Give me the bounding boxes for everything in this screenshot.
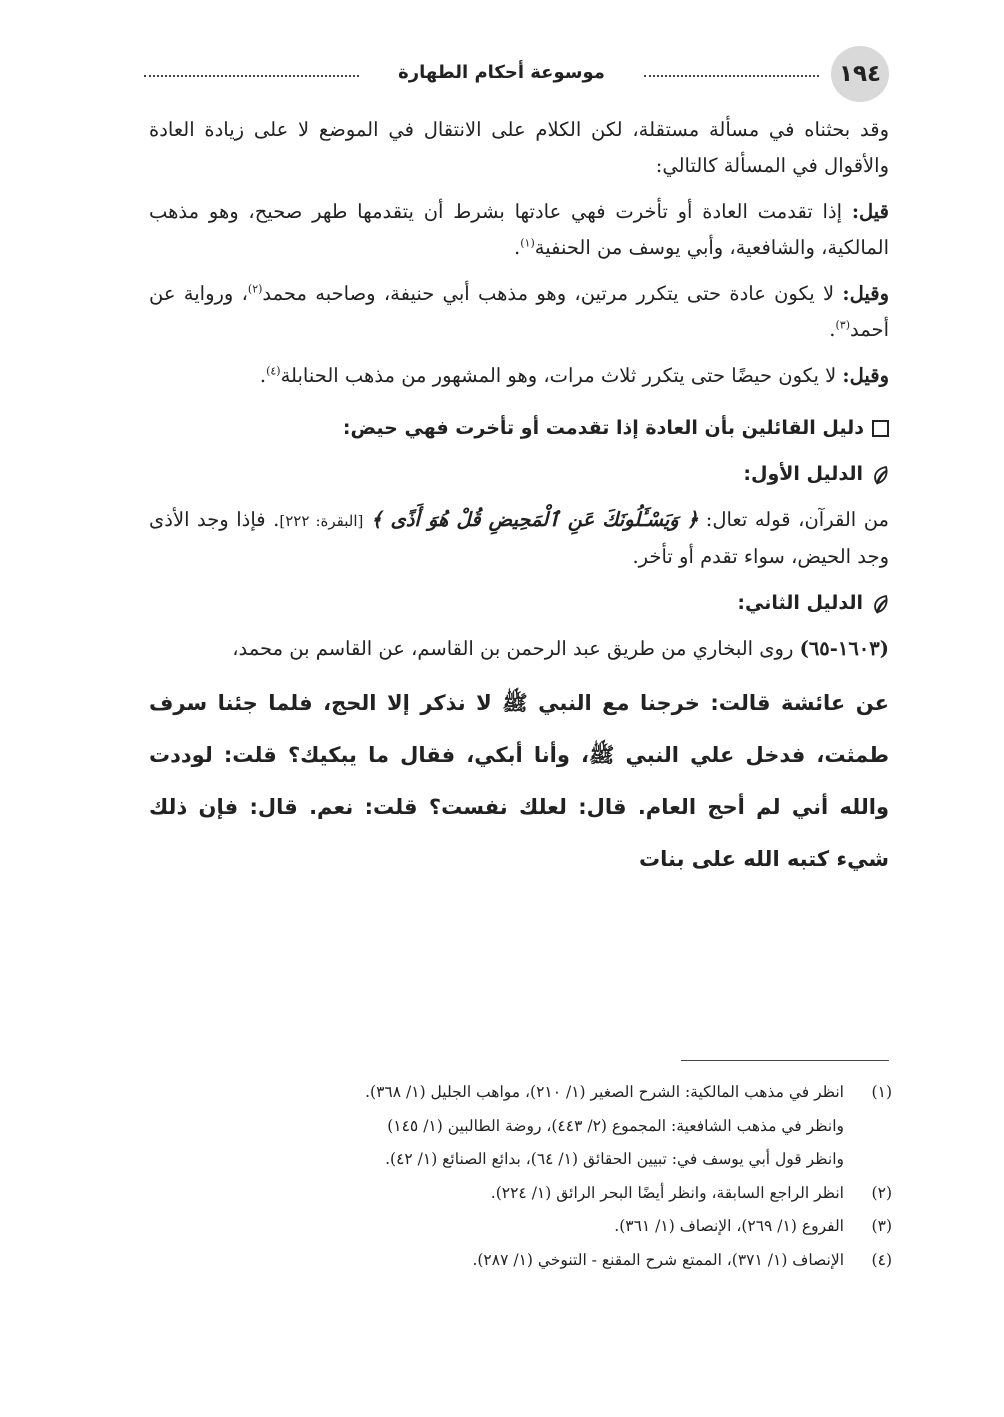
opinion-text: لا يكون عادة حتى يتكرر مرتين، وهو مذهب أبي حنيفة، وصاحبه محمد <box>262 282 843 305</box>
footnote-text: الفروع (١/ ٢٦٩)، الإنصاف (١/ ٣٦١). <box>614 1217 844 1235</box>
opinion-label: وقيل: <box>842 282 889 305</box>
footnote-item <box>147 1143 892 1177</box>
footnote-text: وانظر قول أبي يوسف في: تبيين الحقائق (١/ ٦٤)، بدائع الصنائع (١/ ٤٢). <box>385 1150 844 1168</box>
section-heading-text: دليل القائلين بأن العادة إذا تقدمت أو تأخرت فهي حيض: <box>342 417 864 439</box>
evidence-heading-text: الدليل الأول: <box>743 463 863 485</box>
evidence-heading-1 <box>149 456 889 492</box>
header-divider-right <box>644 75 819 77</box>
footnote-number: (٢) <box>871 1183 892 1202</box>
footnote-text: انظر في مذهب المالكية: الشرح الصغير (١/ ٢١٠)، مواهب الجليل (١/ ٣٦٨). <box>365 1083 844 1101</box>
page-header <box>144 46 889 102</box>
verse-reference: [البقرة: ٢٢٢] <box>279 512 364 530</box>
evidence-suffix: . فإذا وجد الأذى وجد الحيض، سواء تقدم أو تأخر. <box>149 508 889 568</box>
evidence-prefix: من القرآن، قوله تعال: <box>698 508 889 531</box>
footnote-ref[interactable]: (٣) <box>835 318 851 332</box>
intro-paragraph: وقد بحثناه في مسألة مستقلة، لكن الكلام على الانتقال في الموضع لا على زيادة العادة والأقوال في المسألة كالتالي: <box>149 118 889 177</box>
footnote-text: الإنصاف (١/ ٣٧١)، الممتع شرح المقنع - التنوخي (١/ ٢٨٧). <box>472 1250 844 1269</box>
main-text <box>149 112 889 885</box>
footnote-text: وانظر في مذهب الشافعية: المجموع (٢/ ٤٤٣)، روضة الطالبين (١/ ١٤٥) <box>387 1116 844 1135</box>
footnote-item <box>147 1177 892 1211</box>
footnote-ref[interactable]: (٤) <box>266 364 281 378</box>
leaf-ornament-icon <box>871 465 889 485</box>
footnote-divider <box>681 1060 889 1061</box>
opinion-text: إذا تقدمت العادة أو تأخرت فهي عادتها بشرط أن يتقدمها طهر صحيح، وهو مذهب المالكية، والشافعية، وأبي يوسف من الحنفية <box>149 200 889 259</box>
evidence-paragraph <box>149 502 889 575</box>
hadith-number: (١٦٠٣-٦٥) <box>799 637 889 660</box>
evidence-heading-text: الدليل الثاني: <box>737 592 863 614</box>
opinion-paragraph <box>149 276 889 348</box>
opinion-text-end: . <box>829 318 836 341</box>
opinion-text-cont: . <box>259 364 267 387</box>
square-bullet-icon <box>872 420 889 437</box>
leaf-ornament-icon <box>871 594 889 614</box>
quran-verse: ﴿ وَيَسْـَٔلُونَكَ عَنِ ٱلْمَحِيضِ قُلْ هُوَ أَذًى ﴾ <box>370 508 699 531</box>
opinion-paragraph <box>149 194 889 266</box>
footnote-ref[interactable]: (٢) <box>247 282 263 296</box>
section-heading <box>149 410 889 446</box>
page-number: ١٩٤ <box>831 46 889 102</box>
opinion-text: لا يكون حيضًا حتى يتكرر ثلاث مرات، وهو المشهور من مذهب الحنابلة <box>280 364 843 387</box>
opinion-text-cont: . <box>514 236 521 259</box>
header-divider-left <box>144 75 359 77</box>
footnote-item <box>147 1244 892 1278</box>
footnote-text: انظر الراجع السابقة، وانظر أيضًا البحر الرائق (١/ ٢٢٤). <box>490 1183 844 1202</box>
hadith-text: عن عائشة قالت: خرجنا مع النبي ﷺ لا نذكر إلا الحج، فلما جئنا سرف طمثت، فدخل علي النبي ﷺ، وأنا أبكي، فقال ما يبكيك؟ قلت: لوددت والله أني لم أحج العام. قال: لعلك نفست؟ قلت: نعم. قال: فإن ذلك شيء كتبه الله على بنات <box>149 691 889 871</box>
evidence-heading-2 <box>149 585 889 621</box>
footnote-number: (٤) <box>871 1250 892 1269</box>
opinion-label: وقيل: <box>842 364 889 387</box>
hadith-chain-paragraph <box>149 631 889 667</box>
footnotes <box>147 1076 892 1277</box>
footnote-ref[interactable]: (١) <box>520 236 535 250</box>
book-title: موسوعة أحكام الطهارة <box>398 62 605 83</box>
hadith-chain: روى البخاري من طريق عبد الرحمن بن القاسم، عن القاسم بن محمد، <box>232 637 800 660</box>
footnote-number: (١) <box>871 1083 892 1101</box>
opinion-paragraph <box>149 358 889 394</box>
footnote-number: (٣) <box>871 1217 892 1235</box>
footnote-item <box>147 1110 892 1144</box>
footnote-item <box>147 1210 892 1244</box>
opinion-text-cont: ، ورواية عن أحمد <box>149 282 889 341</box>
opinion-label: قيل: <box>851 200 889 223</box>
footnote-item <box>147 1076 892 1110</box>
